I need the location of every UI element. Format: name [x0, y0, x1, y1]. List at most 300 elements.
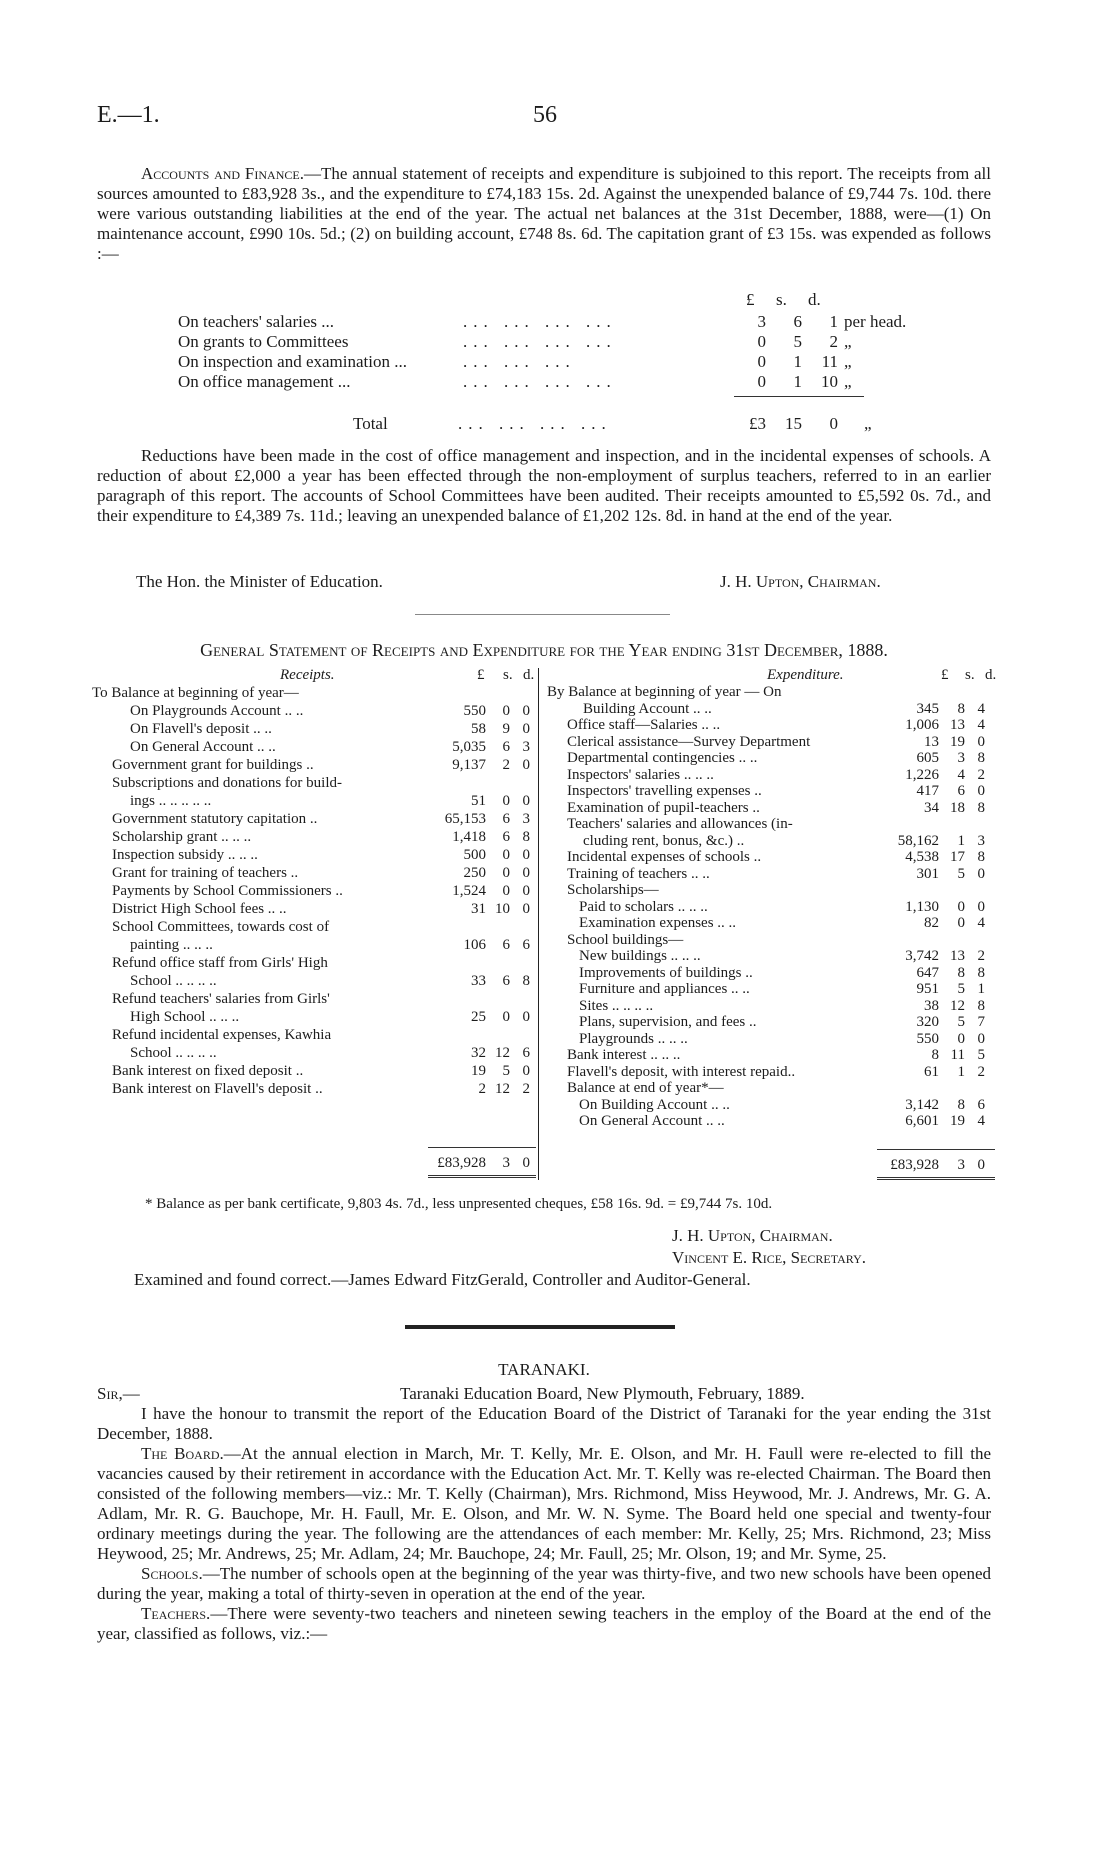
- expenditure-shillings: 0: [957, 915, 965, 931]
- teachers-text: —There were seventy-two teachers and nineteen sewing teachers in the employ of the Board at the end of the year, classified as follows, viz.:—: [97, 1604, 991, 1643]
- expenditure-pounds: 6,601: [905, 1113, 939, 1129]
- capitation-total-pounds: £3: [749, 414, 766, 433]
- transmit-paragraph: I have the honour to transmit the report of the Education Board of the District of Taranaki for the year ending the 31st December, 1888.: [97, 1404, 991, 1443]
- capitation-pence: 11: [821, 352, 838, 371]
- receipt-shillings: 6: [502, 973, 510, 989]
- expenditure-label: Paid to scholars .. .. ..: [579, 898, 708, 915]
- expenditure-row: [547, 1047, 995, 1064]
- receipt-pounds: 31: [471, 901, 486, 917]
- capitation-total-pence: 0: [829, 414, 838, 433]
- receipt-pounds: 500: [463, 847, 486, 863]
- expenditure-pence: 8: [977, 750, 985, 766]
- expenditure-label: Examination expenses .. ..: [579, 915, 737, 931]
- expenditure-row: [547, 701, 995, 718]
- capitation-label: On inspection and examination ...: [178, 352, 407, 371]
- expenditure-pounds: 3,142: [905, 1096, 939, 1113]
- receipt-label: School Committees, towards cost of: [112, 919, 330, 935]
- receipt-row: [92, 810, 537, 828]
- receipt-pounds: 5,035: [452, 739, 486, 755]
- expenditure-pounds: 647: [916, 964, 939, 981]
- capitation-total-suffix: „: [864, 414, 872, 433]
- section-rule: [405, 1325, 675, 1329]
- capitation-total-dots: ... ... ... ...: [458, 414, 612, 433]
- expenditure-shillings: 8: [957, 700, 965, 717]
- expenditure-pence: 8: [977, 849, 985, 865]
- receipt-label: On General Account .. ..: [130, 739, 276, 755]
- receipt-pence: 0: [522, 1063, 530, 1079]
- expenditure-row: [547, 750, 995, 767]
- receipt-row: [92, 738, 537, 756]
- capitation-total-label: Total: [353, 414, 388, 433]
- accounts-text: —The annual statement of receipts and expenditure is subjoined to this report. The receipts from all sources amounted to £83,928 3s., and the expenditure to £74,183 15s. 2d. Against the unexpended balance of £9,744 7s. 10d. there were various outstanding liabilities at the end of the year. The actual net balances at the 31st December, 1888, were—(1) On maintenance account, £990 10s. 5d.; (2) on building account, £748 8s. 6d. The capitation grant of £3 15s. was expended as follows :—: [97, 164, 991, 263]
- capitation-shillings: 1: [793, 372, 802, 391]
- expenditure-shillings: 1: [957, 832, 965, 849]
- receipt-row: [92, 774, 537, 792]
- expenditure-label: Improvements of buildings ..: [579, 964, 753, 981]
- expenditure-row: [547, 1064, 995, 1081]
- receipts-total-shillings: 3: [502, 1155, 510, 1171]
- expenditure-pence-header: d.: [985, 667, 997, 683]
- capitation-shillings: 1: [793, 352, 802, 371]
- receipt-pence: 0: [522, 1009, 530, 1025]
- expenditure-shillings: 18: [950, 799, 965, 816]
- receipt-pence: 0: [522, 793, 530, 809]
- expenditure-row: [547, 998, 995, 1015]
- reductions-text: Reductions have been made in the cost of office management and inspection, and in the incidental expenses of schools. A reduction of about £2,000 a year has been effected through the non-employment of surplus teachers, referred to in an earlier paragraph of this report. The accounts of School Committees have been audited. Their receipts amounted to £5,592 0s. 7d., and their expenditure to £4,389 7s. 11d.; leaving an unexpended balance of £1,202 12s. 8d. in hand at the end of the year.: [97, 446, 991, 525]
- receipt-pounds: 2: [478, 1081, 486, 1097]
- capitation-dots: ... ... ... ...: [463, 332, 617, 351]
- receipt-pounds: 33: [471, 973, 486, 989]
- receipt-row: [92, 792, 537, 810]
- expenditure-row: [547, 1113, 995, 1130]
- receipt-pence: 0: [522, 865, 530, 881]
- receipt-shillings: 6: [502, 829, 510, 845]
- expenditure-row: [547, 816, 995, 833]
- expenditure-pence: 0: [977, 865, 985, 882]
- receipt-row: [92, 900, 537, 918]
- expenditure-label: Training of teachers .. ..: [567, 865, 710, 882]
- board-heading: The Board.: [141, 1444, 224, 1463]
- expenditure-total-pence: 0: [977, 1157, 985, 1173]
- statement-divider: [538, 668, 539, 1180]
- receipts-column: [92, 667, 537, 1177]
- capitation-suffix: „: [844, 332, 852, 351]
- receipt-pounds: 51: [471, 793, 486, 809]
- chairman-signature: J. H. Upton, Chairman.: [720, 572, 881, 591]
- expenditure-shillings: 3: [957, 750, 965, 766]
- receipt-pence: 0: [522, 847, 530, 863]
- pence-header: d.: [808, 290, 821, 309]
- shilling-header: s.: [776, 290, 787, 309]
- capitation-row: [178, 312, 938, 332]
- receipt-shillings: 6: [502, 739, 510, 755]
- expenditure-shillings: 1: [957, 1063, 965, 1080]
- capitation-header: [736, 290, 846, 310]
- receipt-pence: 0: [522, 901, 530, 917]
- receipt-label: Payments by School Commissioners ..: [112, 883, 343, 899]
- board-paragraph: [97, 1444, 991, 1564]
- receipt-pence: 6: [522, 1045, 530, 1061]
- expenditure-pounds: 58,162: [897, 832, 939, 849]
- receipt-row: [92, 936, 537, 954]
- expenditure-total-double-rule: [877, 1177, 995, 1180]
- receipt-pounds: 250: [463, 865, 486, 881]
- receipt-pounds: 25: [471, 1009, 486, 1025]
- expenditure-pounds: 1,006: [905, 717, 939, 733]
- receipts-total-rule: [428, 1147, 536, 1148]
- receipt-shillings: 6: [502, 811, 510, 827]
- expenditure-pence: 6: [977, 1096, 985, 1113]
- receipts-total-pence: 0: [522, 1155, 530, 1171]
- expenditure-label: New buildings .. .. ..: [579, 948, 701, 964]
- capitation-total-rule: [734, 396, 864, 397]
- receipt-pounds: 65,153: [444, 811, 486, 827]
- expenditure-shillings: 5: [957, 1014, 965, 1030]
- expenditure-row: [547, 882, 995, 899]
- receipt-label: Bank interest on fixed deposit ..: [112, 1063, 304, 1079]
- expenditure-pounds: 4,538: [905, 849, 939, 865]
- expenditure-shillings: 13: [950, 717, 965, 733]
- expenditure-row: [547, 800, 995, 817]
- receipt-pence: 8: [522, 829, 530, 845]
- schools-paragraph: [97, 1564, 991, 1604]
- expenditure-pounds: 605: [916, 750, 939, 766]
- receipt-label: School .. .. .. ..: [130, 1045, 217, 1061]
- expenditure-label: Clerical assistance—Survey Department: [567, 733, 811, 750]
- expenditure-pounds: 13: [924, 733, 939, 750]
- taranaki-body: [97, 1404, 991, 1644]
- reductions-paragraph: [97, 446, 991, 526]
- teachers-paragraph: [97, 1604, 991, 1644]
- expenditure-pence: 4: [977, 1113, 985, 1129]
- expenditure-label: Flavell's deposit, with interest repaid..: [567, 1063, 796, 1080]
- receipt-label: Refund teachers' salaries from Girls': [112, 991, 330, 1007]
- expenditure-row: [547, 684, 995, 701]
- document-reference: E.—1.: [97, 102, 160, 128]
- capitation-suffix: „: [844, 372, 852, 391]
- receipt-row: [92, 684, 537, 702]
- receipt-pence: 3: [522, 739, 530, 755]
- receipts-total-double-rule: [428, 1175, 536, 1178]
- receipt-pence: 8: [522, 973, 530, 989]
- expenditure-shillings: 5: [957, 865, 965, 882]
- receipt-label: Refund incidental expenses, Kawhia: [112, 1027, 332, 1043]
- receipt-row: [92, 954, 537, 972]
- expenditure-shillings: 17: [950, 849, 965, 865]
- receipt-label: Grant for training of teachers ..: [112, 865, 299, 881]
- expenditure-row: [547, 866, 995, 883]
- receipt-row: [92, 1026, 537, 1044]
- capitation-pence: 2: [829, 332, 838, 351]
- receipt-label: To Balance at beginning of year—: [92, 685, 299, 701]
- receipt-row: [92, 864, 537, 882]
- expenditure-pence: 1: [977, 981, 985, 997]
- receipt-shillings: 0: [502, 847, 510, 863]
- expenditure-row: [547, 717, 995, 734]
- receipt-pounds: 58: [471, 721, 486, 737]
- expenditure-row: [547, 1031, 995, 1048]
- expenditure-row: [547, 767, 995, 784]
- capitation-total-shillings: 15: [785, 414, 802, 433]
- expenditure-label: Balance at end of year*—: [567, 1080, 724, 1096]
- receipt-row: [92, 756, 537, 774]
- expenditure-row: [547, 734, 995, 751]
- expenditure-pounds: 301: [916, 865, 939, 882]
- receipt-row: [92, 972, 537, 990]
- schools-heading: Schools.: [141, 1564, 203, 1583]
- receipt-shillings: 12: [495, 1045, 510, 1061]
- expenditure-row: [547, 783, 995, 800]
- receipt-row: [92, 1062, 537, 1080]
- expenditure-label: On General Account .. ..: [579, 1113, 725, 1129]
- expenditure-shillings: 19: [950, 1113, 965, 1129]
- expenditure-label: Furniture and appliances .. ..: [579, 981, 750, 997]
- receipt-label: District High School fees .. ..: [112, 901, 287, 917]
- receipt-pence: 0: [522, 757, 530, 773]
- capitation-suffix: „: [844, 352, 852, 371]
- receipt-shillings: 0: [502, 793, 510, 809]
- expenditure-row: [547, 981, 995, 998]
- expenditure-shillings: 12: [950, 997, 965, 1014]
- dateline: Taranaki Education Board, New Plymouth, February, 1889.: [400, 1384, 805, 1403]
- capitation-pence: 1: [829, 312, 838, 331]
- expenditure-shillings: 13: [950, 948, 965, 964]
- expenditure-column: [547, 667, 995, 1177]
- receipts-lsd-header: [447, 667, 537, 685]
- expenditure-label: Inspectors' travelling expenses ..: [567, 783, 762, 799]
- expenditure-label: Bank interest .. .. ..: [567, 1047, 681, 1063]
- expenditure-row: [547, 915, 995, 932]
- capitation-dots: ... ... ...: [463, 352, 576, 371]
- receipt-shillings: 9: [502, 721, 510, 737]
- capitation-label: On office management ...: [178, 372, 351, 391]
- receipt-pence: 0: [522, 721, 530, 737]
- receipt-shillings: 2: [502, 757, 510, 773]
- receipts-total: [428, 1155, 536, 1173]
- expenditure-row: [547, 1014, 995, 1031]
- expenditure-shillings: 19: [950, 733, 965, 750]
- receipt-pounds: 1,418: [452, 829, 486, 845]
- receipt-label: Government statutory capitation ..: [112, 811, 318, 827]
- capitation-shillings: 6: [793, 312, 802, 331]
- expenditure-total-shillings: 3: [957, 1157, 965, 1173]
- receipt-label: Inspection subsidy .. .. ..: [112, 847, 258, 863]
- expenditure-shillings: 8: [957, 964, 965, 981]
- expenditure-row: [547, 948, 995, 965]
- receipt-shillings: 0: [502, 883, 510, 899]
- receipt-row: [92, 1080, 537, 1098]
- expenditure-label: Inspectors' salaries .. .. ..: [567, 766, 714, 783]
- receipt-shillings: 0: [502, 703, 510, 719]
- expenditure-pence: 2: [977, 766, 985, 783]
- expenditure-pence: 0: [977, 898, 985, 915]
- expenditure-pence: 3: [977, 832, 985, 849]
- statement-secretary: Vincent E. Rice, Secretary.: [672, 1248, 866, 1267]
- expenditure-heading: Expenditure.: [767, 667, 844, 683]
- expenditure-pence: 7: [977, 1014, 985, 1030]
- receipts-shilling-header: s.: [503, 667, 513, 683]
- receipt-row: [92, 828, 537, 846]
- expenditure-pounds: 1,130: [905, 898, 939, 915]
- expenditure-label: Playgrounds .. .. ..: [579, 1030, 688, 1047]
- receipt-shillings: 12: [495, 1081, 510, 1097]
- receipt-shillings: 6: [502, 937, 510, 953]
- expenditure-pound-header: £: [941, 667, 949, 683]
- receipt-pounds: 1,524: [452, 883, 486, 899]
- expenditure-pounds: 82: [924, 915, 939, 931]
- expenditure-pounds: 951: [916, 981, 939, 997]
- capitation-pounds: 0: [757, 372, 766, 391]
- expenditure-pence: 4: [977, 717, 985, 733]
- expenditure-row: [547, 833, 995, 850]
- salutation: Sir,—: [97, 1384, 140, 1403]
- expenditure-pounds: 1,226: [905, 766, 939, 783]
- expenditure-label: School buildings—: [567, 931, 684, 948]
- expenditure-label: On Building Account .. ..: [579, 1096, 730, 1113]
- expenditure-pounds: 38: [924, 997, 939, 1014]
- pound-header: £: [746, 290, 755, 309]
- capitation-pounds: 3: [757, 312, 766, 331]
- capitation-dots: ... ... ... ...: [463, 312, 617, 331]
- receipt-pence: 3: [522, 811, 530, 827]
- expenditure-label: Teachers' salaries and allowances (in-: [567, 816, 793, 832]
- receipts-pence-header: d.: [523, 667, 535, 683]
- receipts-total-pounds: £83,928: [437, 1155, 486, 1171]
- page-number: 56: [533, 102, 557, 128]
- expenditure-label: Office staff—Salaries .. ..: [567, 717, 721, 733]
- expenditure-pence: 2: [977, 948, 985, 964]
- expenditure-label: Scholarships—: [567, 882, 659, 898]
- accounts-paragraph: [97, 164, 991, 264]
- expenditure-shillings: 0: [957, 1030, 965, 1047]
- expenditure-pence: 8: [977, 964, 985, 981]
- capitation-row: [178, 332, 938, 352]
- expenditure-pence: 2: [977, 1063, 985, 1080]
- expenditure-pounds: 550: [916, 1030, 939, 1047]
- taranaki-title: TARANAKI.: [498, 1360, 590, 1379]
- receipt-pence: 2: [522, 1081, 530, 1097]
- addressee: The Hon. the Minister of Education.: [136, 572, 383, 591]
- receipts-heading: Receipts.: [280, 667, 335, 683]
- expenditure-row: [547, 1097, 995, 1114]
- receipt-row: [92, 702, 537, 720]
- expenditure-lsd-header: [907, 667, 995, 685]
- receipt-label: School .. .. .. ..: [130, 973, 217, 989]
- capitation-label: On grants to Committees: [178, 332, 349, 351]
- schools-text: —The number of schools open at the beginning of the year was thirty-five, and two new schools have been opened during the year, making a total of thirty-seven in operation at the end of the year.: [97, 1564, 991, 1603]
- receipt-row: [92, 720, 537, 738]
- teachers-heading: Teachers.: [141, 1604, 211, 1623]
- expenditure-shilling-header: s.: [965, 667, 975, 683]
- receipt-label: Subscriptions and donations for build-: [112, 775, 342, 791]
- expenditure-shillings: 6: [957, 783, 965, 799]
- receipt-pounds: 550: [463, 703, 486, 719]
- receipt-label: ings .. .. .. .. ..: [130, 793, 212, 809]
- accounts-heading: Accounts and Finance.: [141, 164, 304, 183]
- receipt-row: [92, 882, 537, 900]
- receipt-row: [92, 846, 537, 864]
- expenditure-shillings: 8: [957, 1096, 965, 1113]
- auditor-statement: Examined and found correct.—James Edward FitzGerald, Controller and Auditor-General.: [134, 1270, 751, 1289]
- expenditure-label: Departmental contingencies .. ..: [567, 750, 758, 766]
- expenditure-total-pounds: £83,928: [890, 1157, 939, 1173]
- capitation-row: [178, 372, 938, 392]
- capitation-shillings: 5: [793, 332, 802, 351]
- receipt-shillings: 5: [502, 1063, 510, 1079]
- expenditure-pounds: 34: [924, 799, 939, 816]
- receipt-shillings: 0: [502, 1009, 510, 1025]
- expenditure-pounds: 417: [916, 783, 939, 799]
- expenditure-row: [547, 1080, 995, 1097]
- expenditure-row: [547, 899, 995, 916]
- receipt-pounds: 32: [471, 1045, 486, 1061]
- capitation-dots: ... ... ... ...: [463, 372, 617, 391]
- statement-title: General Statement of Receipts and Expenditure for the Year ending 31st December, 1888.: [200, 640, 888, 660]
- receipt-label: High School .. .. ..: [130, 1009, 240, 1025]
- expenditure-pence: 5: [977, 1047, 985, 1063]
- receipt-label: On Playgrounds Account .. ..: [130, 703, 304, 719]
- capitation-total-row: [178, 414, 938, 436]
- receipt-label: On Flavell's deposit .. ..: [130, 721, 272, 737]
- expenditure-pence: 0: [977, 783, 985, 799]
- statement-chairman: J. H. Upton, Chairman.: [672, 1226, 833, 1245]
- receipt-row: [92, 1008, 537, 1026]
- expenditure-pence: 0: [977, 733, 985, 750]
- receipt-row: [92, 918, 537, 936]
- expenditure-total-rule: [877, 1149, 995, 1150]
- capitation-table: [178, 290, 938, 440]
- receipt-pence: 6: [522, 937, 530, 953]
- bank-footnote: * Balance as per bank certificate, 9,803 4s. 7d., less unpresented cheques, £58 16s. 9d. = £9,744 7s. 10d.: [145, 1196, 773, 1212]
- receipt-pounds: 9,137: [452, 757, 486, 773]
- expenditure-shillings: 0: [957, 898, 965, 915]
- receipt-row: [92, 990, 537, 1008]
- capitation-row: [178, 352, 938, 372]
- expenditure-shillings: 4: [957, 766, 965, 783]
- expenditure-label: Plans, supervision, and fees ..: [579, 1014, 757, 1030]
- receipt-shillings: 0: [502, 865, 510, 881]
- expenditure-label: Incidental expenses of schools ..: [567, 849, 762, 865]
- receipt-shillings: 10: [495, 901, 510, 917]
- receipt-label: painting .. .. ..: [130, 937, 213, 953]
- receipt-label: Government grant for buildings ..: [112, 757, 314, 773]
- capitation-pounds: 0: [757, 332, 766, 351]
- expenditure-pence: 4: [977, 915, 985, 931]
- receipts-pound-header: £: [477, 667, 485, 683]
- receipt-label: Bank interest on Flavell's deposit ..: [112, 1081, 323, 1097]
- expenditure-label: Examination of pupil-teachers ..: [567, 799, 760, 816]
- expenditure-pounds: 320: [916, 1014, 939, 1030]
- expenditure-pounds: 61: [924, 1063, 939, 1080]
- expenditure-label: Building Account .. ..: [583, 700, 712, 717]
- receipt-row: [92, 1044, 537, 1062]
- capitation-suffix: per head.: [844, 312, 907, 331]
- receipt-label: Scholarship grant .. .. ..: [112, 829, 252, 845]
- expenditure-row: [547, 965, 995, 982]
- receipt-pounds: 106: [463, 937, 486, 953]
- expenditure-label: By Balance at beginning of year — On: [547, 684, 782, 700]
- expenditure-total: [877, 1157, 995, 1175]
- capitation-pence: 10: [821, 372, 838, 391]
- expenditure-pounds: 345: [916, 700, 939, 717]
- capitation-pounds: 0: [757, 352, 766, 371]
- expenditure-row: [547, 849, 995, 866]
- expenditure-pence: 8: [977, 799, 985, 816]
- expenditure-pence: 0: [977, 1030, 985, 1047]
- expenditure-pounds: 8: [931, 1047, 939, 1063]
- expenditure-shillings: 5: [957, 981, 965, 997]
- expenditure-label: Sites .. .. .. ..: [579, 997, 654, 1014]
